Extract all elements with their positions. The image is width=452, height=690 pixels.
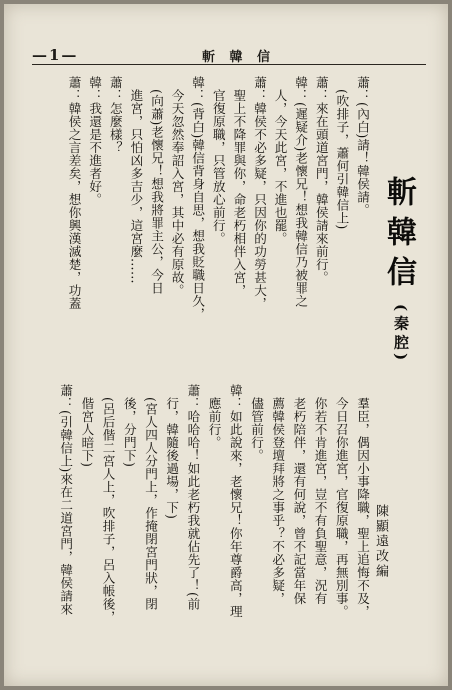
text-column: 今天忽然奉詔入宮，其中必有原故。	[169, 76, 185, 297]
page-number: —1—	[32, 46, 79, 64]
text-column: 後，分門下)	[121, 384, 137, 468]
text-column: 官復原職，只管放心前行。	[210, 76, 226, 245]
play-genre: (秦腔)	[392, 304, 410, 365]
text-column: 人，今天此宮，不進也罷。	[272, 76, 288, 245]
text-column: 儘管前行。	[249, 384, 264, 462]
text-column: 今日召你進宮，官復原職，再無別事。	[333, 384, 349, 618]
play-title: 斬韓信	[381, 176, 416, 296]
text-column: 你若不肯進宮，豈不有負聖意，況有	[312, 384, 328, 605]
text-column: 應前行。	[206, 384, 222, 449]
book-page	[4, 4, 448, 686]
text-column: (吹排子，蕭何引韓信上)	[334, 76, 350, 230]
text-column: 聖上不降罪與你，命老朽相伴入宮，	[231, 76, 247, 297]
text-column: 蕭：韓侯不必多疑，只因你的功勞甚大，	[252, 76, 267, 310]
text-column: (呂后偕二宮人上，吹排子，呂入帳後，	[100, 384, 116, 624]
header-rule	[32, 64, 426, 65]
text-column: 蕭：怎麼樣？	[107, 76, 123, 154]
text-column: 蕭：哈哈哈！如此老朽我就佔先了！(前	[185, 384, 201, 611]
text-column: 進宮，只怕凶多吉少，這宮麼……	[128, 76, 144, 284]
text-column: 韓：我還是不進者好。	[87, 76, 103, 206]
text-column: 韓：如此說來，老懷兄！你年尊爵高，理	[227, 384, 243, 618]
text-column: 韓：(遲疑介)老懷兄！想我韓信乃被罪之	[293, 76, 309, 308]
text-column: (向蕭)老懷兄！想我將罪主公，今日	[149, 76, 164, 295]
text-column: 蕭：韓侯之言差矣，想你興漢滅楚，功蓋	[66, 76, 82, 310]
text-column: 行，韓隨後過場，下)	[164, 384, 180, 520]
text-column: 薦韓侯登壇拜將之事乎？不必多疑，	[270, 384, 286, 605]
play-author: 陳顯遠改編	[373, 504, 388, 579]
text-column: 蕭：來在頭道宮門，韓侯請來前行。	[313, 76, 329, 284]
text-column: 羣臣，偶因小事降職，聖上追悔不及，	[355, 384, 370, 618]
text-column: 蕭：(內白)請！韓侯請。	[355, 76, 370, 217]
text-column: 蕭：(引韓信上)來在二道宮門，韓侯請來	[58, 384, 74, 616]
text-column: (宮人四人分門上，作掩閉宮門狀，閉	[143, 384, 158, 611]
text-column: 韓：(背白)韓信背身自思，想我貶職日久，	[190, 76, 206, 321]
running-title: 斬 韓 信	[202, 50, 276, 65]
text-column: 老朽陪伴，還有何說，曾不記當年保	[291, 384, 307, 605]
text-column: 偕宮人暗下)	[79, 384, 95, 468]
